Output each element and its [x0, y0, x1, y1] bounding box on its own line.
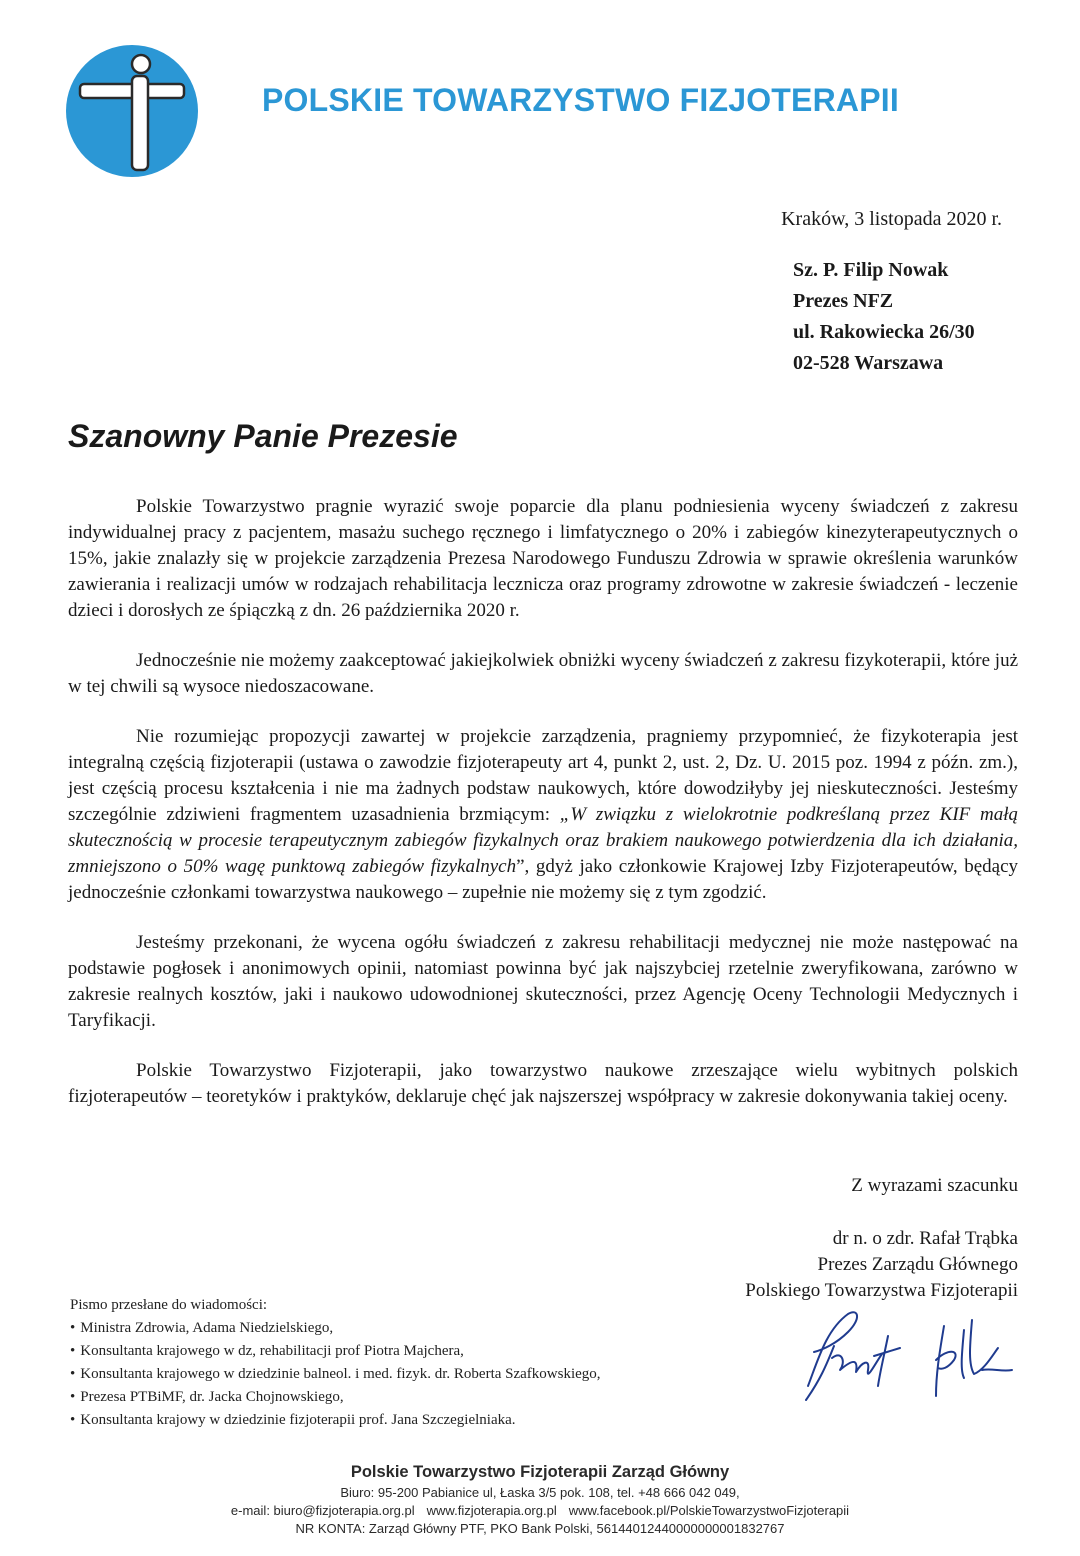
recipient-title: Prezes NFZ — [793, 290, 894, 312]
footer-website: www.fizjoterapia.org.pl — [426, 1503, 557, 1518]
cc-heading: Pismo przesłane do wiadomości: — [70, 1297, 268, 1313]
paragraph-1: Polskie Towarzystwo pragnie wyrazić swoje poparcie dla planu podniesienia wyceny świadczeń z zakresu indywidualnej pracy z pacjentem, masażu suchego ręcznego i limfatycznego o 20% i zabiegów kinezyterapeutycznych o 15%, jakie znalazły się w projekcie zarządzenia Prezesa Narodowego Funduszu Zdrowia w sprawie określenia warunków zawierania i realizacji umów w rodzajach rehabilitacja lecznicza oraz programy zdrowotne w zakresie świadczeń - leczenie dzieci i dorosłych ze śpiączką z dn. 26 października 2020 r. — [68, 496, 1018, 621]
cc-item: • Prezesa PTBiMF, dr. Jacka Chojnowskiego, — [70, 1386, 601, 1409]
organization-name: POLSKIE TOWARZYSTWO FIZJOTERAPII — [262, 82, 899, 118]
paragraph-5: Polskie Towarzystwo Fizjoterapii, jako towarzystwo naukowe zrzeszające wielu wybitnych polskich fizjoterapeutów – teoretyków i praktyków, deklaruje chęć jak najszerszej współpracy w zakresie dokonywania takiej oceny. — [68, 1060, 1018, 1107]
footer-contact-line — [0, 1502, 1080, 1520]
signatory-name: dr n. o zdr. Rafał Trąbka — [832, 1228, 1018, 1249]
cc-list-block — [70, 1294, 601, 1432]
paragraph-3-quote: „W związku z wielokrotnie podkreślaną przez KIF małą skutecznością w procesie terapeutycznym zabiegów fizykalnych oraz brakiem naukowego potwierdzenia dla ich działania, zmniejszono o 50% wagę punktową zabiegów fizykalnych — [68, 804, 1019, 877]
letter-body — [68, 494, 1018, 1134]
cc-list — [70, 1317, 601, 1432]
paragraph-3-conclusion: ”, gdyż jako członkowie Krajowej Izby Fizjoterapeutów, będący jednocześnie członkami towarzystwa naukowego – zupełnie nie możemy się z tym zgodzić. — [68, 856, 1018, 903]
handwritten-signature — [796, 1300, 1028, 1412]
recipient-name: Sz. P. Filip Nowak — [793, 259, 949, 281]
signatory-position: Prezes Zarządu Głównego — [817, 1254, 1018, 1275]
cc-item: • Konsultanta krajowego w dz, rehabilitacji prof Piotra Majchera, — [70, 1340, 601, 1363]
paragraph-4: Jesteśmy przekonani, że wycena ogółu świadczeń z zakresu rehabilitacji medycznej nie może następować na podstawie pogłosek i anonimowych opinii, natomiast powinna być jak najszybciej rzetelnie zweryfikowana, zarówno w zakresie realnych kosztów, jaki i naukowo udowodnionej skuteczności, przez Agencję Oceny Technologii Medycznych i Taryfikacji. — [68, 932, 1018, 1031]
signatory-organization: Polskiego Towarzystwa Fizjoterapii — [745, 1280, 1018, 1301]
signatory-block — [745, 1226, 1018, 1304]
salutation: Szanowny Panie Prezesie — [68, 418, 458, 454]
footer-email: e-mail: biuro@fizjoterapia.org.pl — [230, 1503, 415, 1518]
paragraph-2: Jednocześnie nie możemy zaakceptować jakiejkolwiek obniżki wyceny świadczeń z zakresu fizykoterapii, które już w tej chwili są wysoce niedoszacowane. — [68, 650, 1018, 697]
paragraph-3 — [68, 724, 1018, 906]
footer — [0, 1460, 1080, 1538]
recipient-city: 02-528 Warszawa — [793, 352, 944, 374]
footer-bank-account: NR KONTA: Zarząd Główny PTF, PKO Bank Polski, 56144012440000000001832767 — [295, 1521, 785, 1536]
footer-address: Biuro: 95-200 Pabianice ul, Łaska 3/5 pok. 108, tel. +48 666 042 049, — [340, 1485, 740, 1500]
cc-item: • Konsultanta krajowego w dziedzinie balneol. i med. fizyk. dr. Roberta Szafkowskiego, — [70, 1363, 601, 1386]
cc-item: • Konsultanta krajowy w dziedzinie fizjoterapii prof. Jana Szczegielniaka. — [70, 1409, 601, 1432]
paragraph-3-intro: Nie rozumiejąc propozycji zawartej w projekcie zarządzenia, pragniemy przypomnieć, że fizykoterapia jest integralną częścią fizjoterapii (ustawa o zawodzie fizjoterapeuty art 4, punkt 2, ust. 2, Dz. U. 2015 poz. 1994 z późn. zm.), jest częścią procesu kształcenia i nie ma żadnych podstaw naukowych, które dowodziłyby jej nieskuteczności. Jesteśmy szczególnie zdziwieni fragmentem uzasadnienia brzmiącym: — [68, 726, 1018, 825]
footer-title: Polskie Towarzystwo Fizjoterapii Zarząd Główny — [350, 1463, 730, 1481]
recipient-address — [793, 255, 975, 379]
closing-phrase: Z wyrazami szacunku — [851, 1175, 1018, 1196]
footer-facebook: www.facebook.pl/PolskieTowarzystwoFizjoterapii — [568, 1503, 850, 1518]
recipient-street: ul. Rakowiecka 26/30 — [793, 321, 975, 343]
organization-logo — [66, 30, 198, 192]
place-date: Kraków, 3 listopada 2020 r. — [781, 208, 1002, 230]
cc-item: • Ministra Zdrowia, Adama Niedzielskiego, — [70, 1317, 601, 1340]
